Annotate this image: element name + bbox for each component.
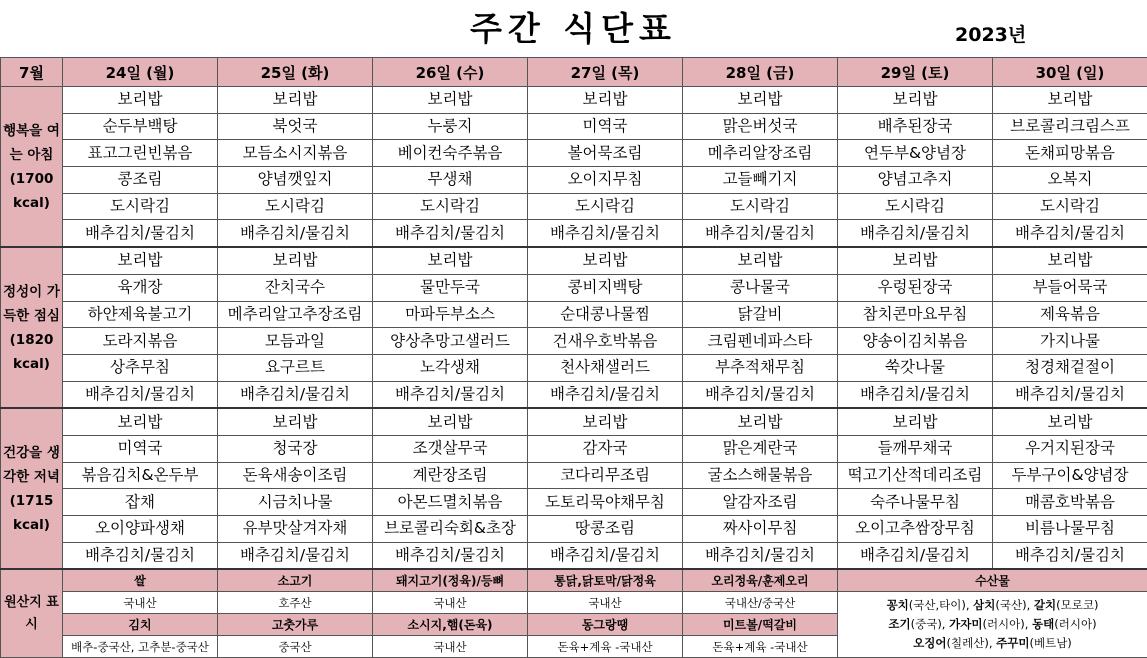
menu-cell: 짜사이무침 <box>683 516 838 543</box>
menu-cell: 배추김치/물김치 <box>528 381 683 408</box>
day-header: 27일 (목) <box>528 58 683 87</box>
origin-value: 국내산/중국산 <box>683 592 838 614</box>
menu-cell: 보리밥 <box>63 408 218 435</box>
menu-cell: 건새우호박볶음 <box>528 328 683 355</box>
menu-cell: 배추김치/물김치 <box>528 542 683 569</box>
menu-cell: 물만두국 <box>373 274 528 301</box>
menu-cell: 보리밥 <box>63 87 218 114</box>
seafood-name: 꽁치 <box>887 598 909 612</box>
menu-row <box>1 113 1147 140</box>
menu-cell: 오이지무침 <box>528 167 683 194</box>
origin-item: 통닭,닭토막/닭정육 <box>528 569 683 592</box>
menu-cell: 우거지된장국 <box>993 435 1147 462</box>
menu-row <box>1 408 1147 435</box>
menu-cell: 볼어묵조림 <box>528 140 683 167</box>
month-header: 7월 <box>1 58 63 87</box>
menu-cell: 보리밥 <box>63 247 218 274</box>
menu-cell: 모듬과일 <box>218 328 373 355</box>
menu-row <box>1 301 1147 328</box>
menu-cell: 도시락김 <box>993 193 1147 220</box>
menu-cell: 보리밥 <box>218 247 373 274</box>
origin-value: 국내산 <box>373 592 528 614</box>
origin-value: 호주산 <box>218 592 373 614</box>
menu-cell: 잡채 <box>63 489 218 516</box>
menu-cell: 순대콩나물찜 <box>528 301 683 328</box>
seafood-line <box>838 615 1147 634</box>
menu-cell: 육개장 <box>63 274 218 301</box>
seafood-source: (국산,타이), <box>909 598 970 612</box>
menu-cell: 배추김치/물김치 <box>528 220 683 247</box>
menu-row <box>1 274 1147 301</box>
menu-cell: 가지나물 <box>993 328 1147 355</box>
menu-cell: 들깨무채국 <box>838 435 993 462</box>
menu-cell: 보리밥 <box>373 247 528 274</box>
menu-row <box>1 87 1147 114</box>
menu-cell: 제육볶음 <box>993 301 1147 328</box>
menu-row <box>1 220 1147 247</box>
menu-row <box>1 435 1147 462</box>
menu-cell: 땅콩조림 <box>528 516 683 543</box>
menu-cell: 콩나물국 <box>683 274 838 301</box>
menu-cell: 배추김치/물김치 <box>373 542 528 569</box>
menu-cell: 유부맛살겨자채 <box>218 516 373 543</box>
menu-cell: 조갯살무국 <box>373 435 528 462</box>
menu-cell: 도시락김 <box>63 193 218 220</box>
menu-cell: 도시락김 <box>683 193 838 220</box>
menu-cell: 볶음김치&온두부 <box>63 462 218 489</box>
menu-cell: 코다리무조림 <box>528 462 683 489</box>
menu-cell: 베이컨숙주볶음 <box>373 140 528 167</box>
origin-item: 동그랑땡 <box>528 614 683 636</box>
menu-cell: 보리밥 <box>218 87 373 114</box>
meal-label: 정성이 가득한 점심 (1820 kcal) <box>1 247 63 408</box>
menu-cell: 돈육새송이조림 <box>218 462 373 489</box>
menu-cell: 시금치나물 <box>218 489 373 516</box>
menu-cell: 감자국 <box>528 435 683 462</box>
meal-label: 행복을 여는 아침 (1700 kcal) <box>1 87 63 248</box>
menu-cell: 부들어묵국 <box>993 274 1147 301</box>
menu-cell: 배추된장국 <box>838 113 993 140</box>
menu-cell: 모듬소시지볶음 <box>218 140 373 167</box>
origin-value: 중국산 <box>218 636 373 658</box>
seafood-line <box>838 596 1147 615</box>
seafood-source: (모로코) <box>1056 598 1098 612</box>
menu-cell: 배추김치/물김치 <box>993 542 1147 569</box>
menu-cell: 도시락김 <box>373 193 528 220</box>
menu-cell: 브로콜리숙회&초장 <box>373 516 528 543</box>
seafood-header: 수산물 <box>838 569 1147 592</box>
menu-cell: 노각생채 <box>373 354 528 381</box>
menu-row <box>1 167 1147 194</box>
menu-cell: 도시락김 <box>838 193 993 220</box>
menu-cell: 보리밥 <box>373 87 528 114</box>
seafood-source: (베트남) <box>1029 636 1071 650</box>
menu-cell: 오이양파생채 <box>63 516 218 543</box>
menu-cell: 배추김치/물김치 <box>683 381 838 408</box>
origin-value: 돈육+계육 -국내산 <box>528 636 683 658</box>
menu-cell: 도시락김 <box>218 193 373 220</box>
seafood-source: (러시아) <box>1054 617 1096 631</box>
menu-cell: 무생채 <box>373 167 528 194</box>
menu-cell: 크림펜네파스타 <box>683 328 838 355</box>
menu-cell: 배추김치/물김치 <box>683 542 838 569</box>
menu-cell: 양념깻잎지 <box>218 167 373 194</box>
menu-cell: 보리밥 <box>993 87 1147 114</box>
seafood-source: (국산), <box>995 598 1030 612</box>
menu-row <box>1 462 1147 489</box>
menu-cell: 배추김치/물김치 <box>218 381 373 408</box>
menu-cell: 콩비지백탕 <box>528 274 683 301</box>
menu-cell: 오복지 <box>993 167 1147 194</box>
menu-cell: 보리밥 <box>838 87 993 114</box>
seafood-name: 삼치 <box>973 598 995 612</box>
menu-cell: 보리밥 <box>528 247 683 274</box>
menu-cell: 알감자조림 <box>683 489 838 516</box>
day-header: 25일 (화) <box>218 58 373 87</box>
menu-cell: 보리밥 <box>993 247 1147 274</box>
menu-cell: 요구르트 <box>218 354 373 381</box>
origin-item: 돼지고기(정육)/등뼈 <box>373 569 528 592</box>
origin-item: 오리정육/훈제오리 <box>683 569 838 592</box>
menu-cell: 미역국 <box>63 435 218 462</box>
seafood-name: 가자미 <box>949 617 982 631</box>
menu-cell: 배추김치/물김치 <box>63 381 218 408</box>
seafood-source: (칠레산), <box>947 636 993 650</box>
menu-cell: 메추리알고추장조림 <box>218 301 373 328</box>
menu-cell: 메추리알장조림 <box>683 140 838 167</box>
origin-item: 미트볼/떡갈비 <box>683 614 838 636</box>
menu-cell: 배추김치/물김치 <box>993 220 1147 247</box>
menu-cell: 콩조림 <box>63 167 218 194</box>
menu-cell: 도시락김 <box>528 193 683 220</box>
page-title: 주간 식단표 <box>0 3 1147 50</box>
origin-item: 쌀 <box>63 569 218 592</box>
menu-cell: 배추김치/물김치 <box>63 542 218 569</box>
menu-cell: 연두부&양념장 <box>838 140 993 167</box>
menu-cell: 보리밥 <box>528 408 683 435</box>
menu-cell: 표고그린빈볶음 <box>63 140 218 167</box>
menu-body <box>1 87 1147 570</box>
menu-cell: 청경채겉절이 <box>993 354 1147 381</box>
menu-row <box>1 516 1147 543</box>
menu-cell: 북엇국 <box>218 113 373 140</box>
menu-table <box>0 57 1147 658</box>
menu-cell: 상추무침 <box>63 354 218 381</box>
menu-cell: 닭갈비 <box>683 301 838 328</box>
menu-cell: 배추김치/물김치 <box>218 542 373 569</box>
origin-item: 소시지,햄(돈육) <box>373 614 528 636</box>
menu-cell: 배추김치/물김치 <box>63 220 218 247</box>
origin-label: 원산지 표시 <box>1 569 63 658</box>
menu-cell: 보리밥 <box>993 408 1147 435</box>
menu-cell: 참치콘마요무침 <box>838 301 993 328</box>
menu-cell: 보리밥 <box>528 87 683 114</box>
menu-cell: 보리밥 <box>218 408 373 435</box>
year-label: 2023년 <box>955 20 1026 47</box>
menu-cell: 두부구이&양념장 <box>993 462 1147 489</box>
menu-cell: 잔치국수 <box>218 274 373 301</box>
seafood-origins <box>838 592 1147 658</box>
origin-value: 배추-중국산, 고추분-중국산 <box>63 636 218 658</box>
menu-cell: 마파두부소스 <box>373 301 528 328</box>
menu-row <box>1 247 1147 274</box>
menu-cell: 비름나물무침 <box>993 516 1147 543</box>
menu-cell: 하얀제육불고기 <box>63 301 218 328</box>
menu-cell: 배추김치/물김치 <box>838 542 993 569</box>
day-header: 29일 (토) <box>838 58 993 87</box>
menu-cell: 배추김치/물김치 <box>218 220 373 247</box>
menu-cell: 떡고기산적데리조림 <box>838 462 993 489</box>
origin-value: 국내산 <box>373 636 528 658</box>
menu-cell: 배추김치/물김치 <box>838 381 993 408</box>
seafood-name: 주꾸미 <box>996 636 1029 650</box>
origin-value: 국내산 <box>63 592 218 614</box>
menu-row <box>1 354 1147 381</box>
seafood-name: 동태 <box>1032 617 1054 631</box>
origin-value: 국내산 <box>528 592 683 614</box>
menu-row <box>1 489 1147 516</box>
menu-cell: 천사채샐러드 <box>528 354 683 381</box>
menu-cell: 배추김치/물김치 <box>838 220 993 247</box>
seafood-source: (중국), <box>911 617 946 631</box>
menu-cell: 미역국 <box>528 113 683 140</box>
menu-row <box>1 140 1147 167</box>
seafood-name: 조기 <box>888 617 910 631</box>
origin-item: 김치 <box>63 614 218 636</box>
menu-cell: 누룽지 <box>373 113 528 140</box>
day-header: 26일 (수) <box>373 58 528 87</box>
menu-cell: 배추김치/물김치 <box>373 220 528 247</box>
menu-cell: 쑥갓나물 <box>838 354 993 381</box>
menu-cell: 보리밥 <box>683 408 838 435</box>
menu-cell: 보리밥 <box>838 247 993 274</box>
menu-cell: 도토리묵야채무침 <box>528 489 683 516</box>
menu-cell: 부추적채무침 <box>683 354 838 381</box>
menu-row <box>1 193 1147 220</box>
day-header: 28일 (금) <box>683 58 838 87</box>
menu-cell: 돈채피망볶음 <box>993 140 1147 167</box>
meal-label: 건강을 생각한 저녁 (1715 kcal) <box>1 408 63 569</box>
menu-cell: 양념고추지 <box>838 167 993 194</box>
menu-row <box>1 328 1147 355</box>
seafood-source: (러시아), <box>982 617 1028 631</box>
menu-cell: 배추김치/물김치 <box>373 381 528 408</box>
menu-cell: 도라지볶음 <box>63 328 218 355</box>
title-bar <box>0 0 1147 57</box>
menu-cell: 보리밥 <box>683 87 838 114</box>
menu-cell: 오이고추쌈장무침 <box>838 516 993 543</box>
menu-cell: 매콤호박볶음 <box>993 489 1147 516</box>
menu-cell: 배추김치/물김치 <box>993 381 1147 408</box>
menu-cell: 양상추망고샐러드 <box>373 328 528 355</box>
seafood-name: 오징어 <box>913 636 946 650</box>
origin-item: 소고기 <box>218 569 373 592</box>
menu-cell: 청국장 <box>218 435 373 462</box>
origin-value: 돈육+계육 -국내산 <box>683 636 838 658</box>
menu-cell: 브로콜리크림스프 <box>993 113 1147 140</box>
menu-row <box>1 381 1147 408</box>
menu-cell: 고들빼기지 <box>683 167 838 194</box>
menu-cell: 아몬드멸치볶음 <box>373 489 528 516</box>
menu-cell: 맑은계란국 <box>683 435 838 462</box>
menu-cell: 양송이김치볶음 <box>838 328 993 355</box>
menu-row <box>1 542 1147 569</box>
menu-cell: 우렁된장국 <box>838 274 993 301</box>
menu-cell: 보리밥 <box>683 247 838 274</box>
menu-cell: 순두부백탕 <box>63 113 218 140</box>
menu-cell: 계란장조림 <box>373 462 528 489</box>
day-header: 30일 (일) <box>993 58 1147 87</box>
menu-cell: 숙주나물무침 <box>838 489 993 516</box>
seafood-name: 갈치 <box>1034 598 1056 612</box>
origin-section <box>1 569 1147 658</box>
day-header: 24일 (월) <box>63 58 218 87</box>
menu-cell: 보리밥 <box>838 408 993 435</box>
seafood-line <box>838 634 1147 653</box>
menu-cell: 맑은버섯국 <box>683 113 838 140</box>
header-row <box>1 58 1147 87</box>
menu-cell: 배추김치/물김치 <box>683 220 838 247</box>
menu-cell: 보리밥 <box>373 408 528 435</box>
origin-item: 고춧가루 <box>218 614 373 636</box>
menu-cell: 굴소스해물볶음 <box>683 462 838 489</box>
